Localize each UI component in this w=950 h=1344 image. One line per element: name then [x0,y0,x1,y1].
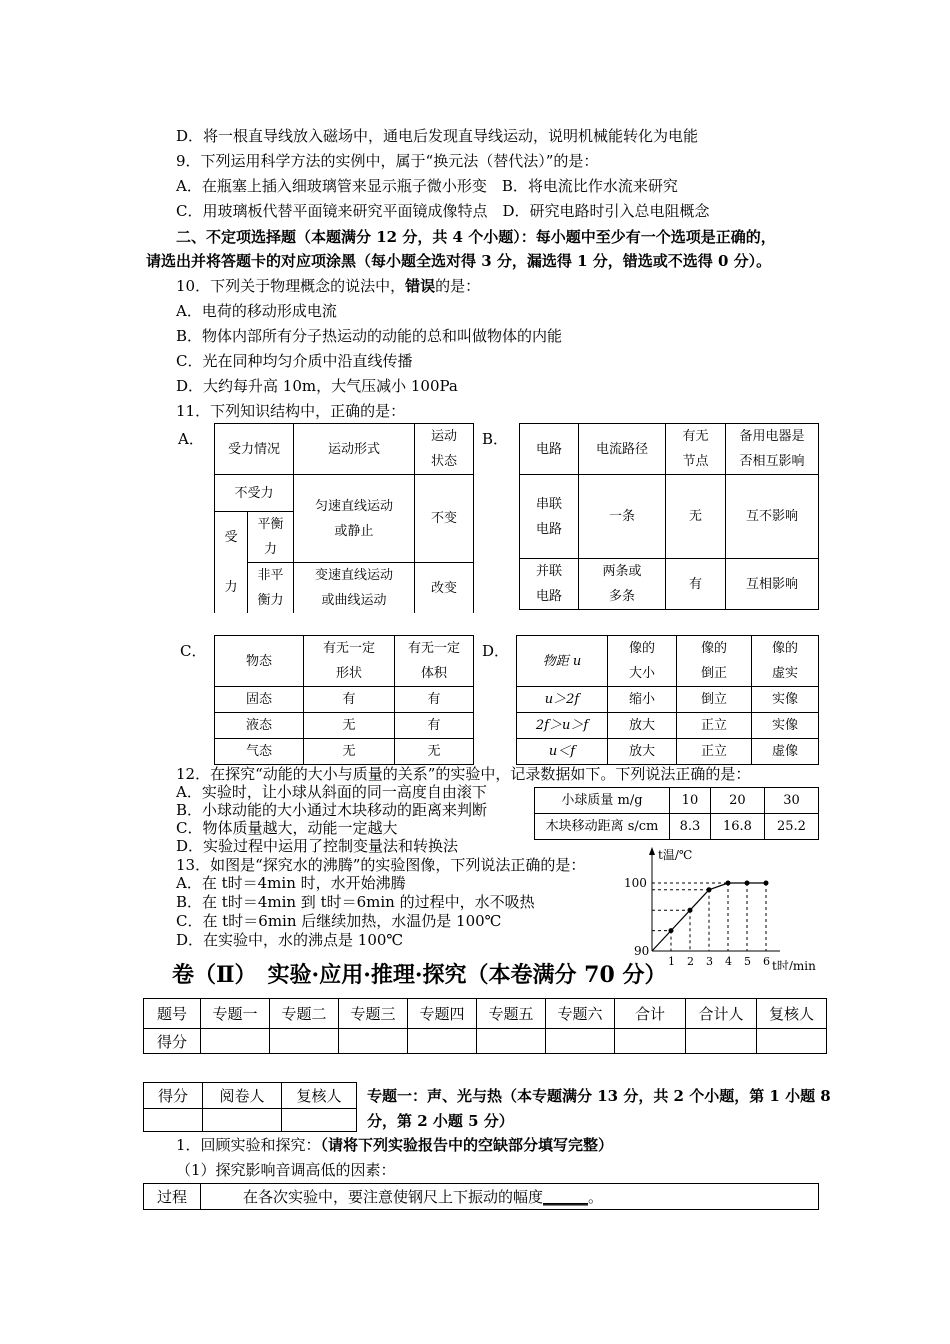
x-axis-label: t时/min [772,959,816,970]
q11-option-a-label: A． [178,430,204,448]
review-cell[interactable] [282,1109,357,1132]
q13-option-b: B．在 t时＝4min 到 t时＝6min 的过程中，水不吸热 [176,893,535,911]
x-tick-label: 4 [725,955,732,968]
q11-option-b-label: B． [482,430,509,448]
score-cell[interactable] [546,1029,615,1054]
q13-option-c: C．在 t时＝6min 后继续加热，水温仍是 100℃ [176,912,502,930]
data-point [726,881,731,886]
y-tick-90: 90 [634,944,650,958]
q12-stem: 12．在探究“动能的大小与质量的关系”的实验中，记录数据如下。下列说法正确的是： [176,765,751,783]
q10-stem: 10．下列关于物理概念的说法中，错误的是： [176,277,481,295]
score-cell[interactable] [477,1029,546,1054]
experiment-report-table: 过程 在各次实验中，要注意使钢尺上下振动的幅度______。 [143,1183,819,1210]
q11-table-b: 电路 电流路径 有无 节点 备用电器是 否相互影响 串联 电路 一条 无 互不影响 并联 电路 两条或 多条 有 互相影响 [519,423,819,610]
q9-stem: 9．下列运用科学方法的实例中，属于“换元法（替代法）”的是： [176,152,599,170]
volume-ii-heading: 卷（Ⅱ） 实验·应用·推理·探究（本卷满分 70 分） [172,962,667,988]
y-axis-arrow [649,847,655,855]
x-tick-label: 5 [744,955,751,968]
y-axis-label: t温/℃ [658,848,693,862]
boiling-chart [620,845,830,970]
data-point [764,881,769,886]
q13-option-d: D．在实验中，水的沸点是 100℃ [176,931,404,949]
x-tick-label: 3 [706,955,713,968]
q11-table-d: 物距 u 像的 大小 像的 倒正 像的 虚实 u＞2f 缩小 倒立 实像 2f＞u＞f 放大 正立 实像 u＜f 放大 正立 虚像 [516,635,819,765]
q10-option-a: A．电荷的移动形成电流 [176,302,337,320]
q12-option-d: D．实验过程中运用了控制变量法和转换法 [176,837,459,855]
section2-instructions: 请选出并将答题卡的对应项涂黑（每小题全选对得 3 分，漏选得 1 分，错选或不选得 0 分）。 [146,252,772,270]
topic1-heading: 专题一：声、光与热（本专题满分 13 分，共 2 个小题，第 1 小题 8 [367,1087,831,1105]
q11-table-c: 物态 有无一定 形状 有无一定 体积 固态 有 有 液态 无 有 气态 无 无 [214,635,474,765]
q11-option-d-label: D． [482,642,510,660]
answer-blank[interactable]: ______ [543,1188,589,1206]
y-tick-100: 100 [624,876,647,890]
score-cell[interactable] [408,1029,477,1054]
q1-stem: 1．回顾实验和探究：（请将下列实验报告中的空缺部分填写完整） [176,1136,614,1154]
q10-option-d: D．大约每升高 10m，大气压减小 100Pa [176,377,458,395]
q11-stem: 11．下列知识结构中，正确的是： [176,402,406,420]
data-point [688,908,693,913]
data-point [669,928,674,933]
q12-option-a: A．实验时，让小球从斜面的同一高度自由滚下 [176,783,487,801]
q10-option-b: B．物体内部所有分子热运动的动能的总和叫做物体的内能 [176,327,563,345]
score-cell[interactable] [757,1029,827,1054]
q1-1-stem: （1）探究影响音调高低的因素： [176,1161,396,1179]
x-tick-label: 1 [668,955,675,968]
x-tick-label: 6 [763,955,770,968]
q11-option-c-label: C． [180,642,207,660]
score-cell[interactable] [270,1029,339,1054]
review-table: 得分 阅卷人 复核人 [143,1082,357,1132]
score-cell[interactable] [686,1029,757,1054]
q13-stem: 13．如图是“探究水的沸腾”的实验图像，下列说法正确的是： [176,856,586,874]
q10-option-c: C．光在同种均匀介质中沿直线传播 [176,352,413,370]
q8-option-d: D．将一根直导线放入磁场中，通电后发现直导线运动，说明机械能转化为电能 [176,127,699,145]
score-table: 题号 专题一 专题二 专题三 专题四 专题五 专题六 合计 合计人 复核人 得分 [143,998,827,1054]
data-point [707,887,712,892]
score-cell[interactable] [339,1029,408,1054]
data-point [745,881,750,886]
score-cell[interactable] [201,1029,270,1054]
review-cell[interactable] [203,1109,282,1132]
q13-option-a: A．在 t时＝4min 时，水开始沸腾 [176,874,406,892]
section2-heading: 二、不定项选择题（本题满分 12 分，共 4 个小题）：每小题中至少有一个选项是正确的， [176,228,776,246]
review-cell[interactable] [144,1109,203,1132]
q9-options-ab: A．在瓶塞上插入细玻璃管来显示瓶子微小形变 B．将电流比作水流来研究 [176,177,678,195]
q12-option-b: B．小球动能的大小通过木块移动的距离来判断 [176,801,488,819]
q11-table-a: 受力情况 运动形式 运动 状态 不受力 匀速直线运动 或静止 不变 受 力 平衡 力 非平 衡力 变速直线运动 或曲线运动 改变 [214,423,474,613]
q12-option-c: C．物体质量越大，动能一定越大 [176,819,398,837]
q12-data-table: 小球质量 m/g 10 20 30 木块移动距离 s/cm 8.3 16.8 25.2 [534,787,819,840]
topic1-heading-cont: 分，第 2 小题 5 分） [367,1112,514,1130]
score-cell[interactable] [615,1029,686,1054]
q9-options-cd: C．用玻璃板代替平面镜来研究平面镜成像特点 D．研究电路时引入总电阻概念 [176,202,710,220]
x-tick-label: 2 [687,955,694,968]
